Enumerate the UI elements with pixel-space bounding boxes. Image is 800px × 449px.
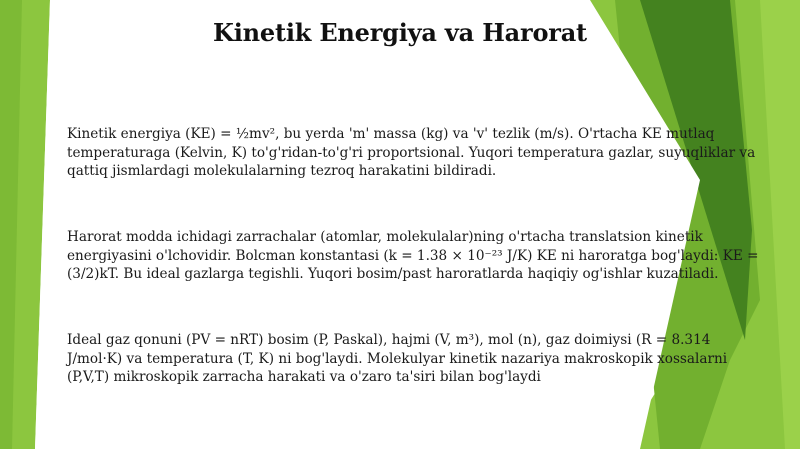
paragraph-kinetic-energy: Kinetik energiya (KE) = ½mv², bu yerda 'm' massa (kg) va 'v' tezlik (m/s). O'rtacha KE mutlaq temperaturaga (Kelvin, K) to'g'ridan-to'g'ri proportsional. Yuqori temperatura gazlar, suyuqliklar va qattiq jismlardagi molekulalarning tezroq harakatini bildiradi. <box>67 126 756 179</box>
paragraph-temperature: Harorat modda ichidagi zarrachalar (atomlar, molekulalar)ning o'rtacha translatsion kinetik energiyasini o'lchovidir. Bolcman konstantasi (k = 1.38 × 10⁻²³ J/K) KE ni haroratga bog'laydi: KE = (3/2)kT. Bu ideal gazlarga tegishli. Yuqori bosim/past haroratlarda haqiqiy og'ishlar kuzatiladi. <box>67 229 759 282</box>
slide-title: Kinetik Energiya va Harorat <box>213 18 587 47</box>
paragraph-ideal-gas-law: Ideal gaz qonuni (PV = nRT) bosim (P, Paskal), hajmi (V, m³), mol (n), gaz doimiysi (R = 8.314 J/mol·K) va temperatura (T, K) ni bog'laydi. Molekulyar kinetik nazariya makroskopik xossalarni (P,V,T) mikroskopik zarracha harakati va o'zaro ta'siri bilan bog'laydi <box>67 332 728 385</box>
